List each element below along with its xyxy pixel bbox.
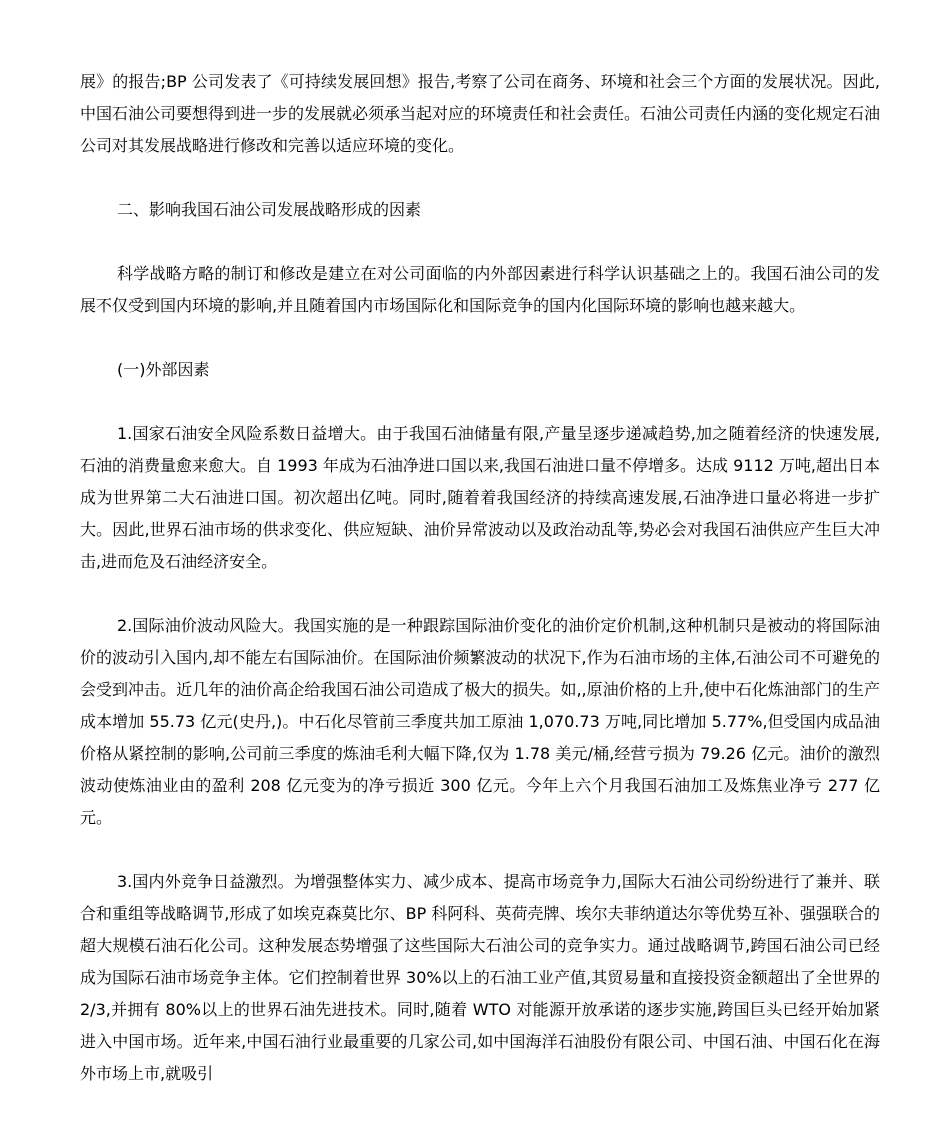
paragraph-item-1: 1.国家石油安全风险系数日益增大。由于我国石油储量有限,产量呈逐步递减趋势,加之随着经济的快速发展,石油的消费量愈来愈大。自 1993 年成为石油净进口国以来,我国石油进口量不停增多。达成 9112 万吨,超出日本成为世界第二大石油进口国。初次超出亿吨。同时,随着着我国经济的持续高速发展,石油净进口量必将进一步扩大。因此,世界石油市场的供求变化、供应短缺、油价异常波动以及政治动乱等,势必会对我国石油供应产生巨大冲击,进而危及石油经济安全。 [80, 424, 880, 571]
paragraph-spacer [80, 226, 880, 258]
document-page [80, 66, 880, 1090]
paragraph-spacer [80, 162, 880, 194]
paragraph-spacer [80, 386, 880, 418]
paragraph-continuation: 展》的报告;BP 公司发表了《可持续发展回想》报告,考察了公司在商务、环境和社会三个方面的发展状况。因此,中国石油公司要想得到进一步的发展就必须承当起对应的环境责任和社会责任。石油公司责任内涵的变化规定石油公司对其发展战略进行修改和完善以适应环境的变化。 [80, 72, 881, 155]
paragraph-item-2: 2.国际油价波动风险大。我国实施的是一种跟踪国际油价变化的油价定价机制,这种机制只是被动的将国际油价的波动引入国内,却不能左右国际油价。在国际油价频繁波动的状况下,作为石油市场的主体,石油公司不可避免的会受到冲击。近几年的油价高企给我国石油公司造成了极大的损失。如,,原油价格的上升,使中石化炼油部门的生产成本增加 55.73 亿元(史丹,)。中石化尽管前三季度共加工原油 1,070.73 万吨,同比增加 5.77%,但受国内成品油价格从紧控制的影响,公司前三季度的炼油毛利大幅下降,仅为 1.78 美元/桶,经营亏损为 79.26 亿元。油价的激烈波动使炼油业由的盈利 208 亿元变为的净亏损近 300 亿元。今年上六个月我国石油加工及炼焦业净亏 277 亿元。 [80, 616, 880, 827]
subsection-heading: (一)外部因素 [117, 360, 210, 379]
paragraph-intro: 科学战略方略的制订和修改是建立在对公司面临的内外部因素进行科学认识基础之上的。我国石油公司的发展不仅受到国内环境的影响,并且随着国内市场国际化和国际竞争的国内化国际环境的影响也越来越大。 [80, 264, 880, 315]
paragraph-spacer [80, 578, 880, 610]
paragraph-spacer [80, 322, 880, 354]
section-heading: 二、影响我国石油公司发展战略形成的因素 [117, 200, 422, 219]
paragraph-spacer [80, 834, 880, 866]
paragraph-item-3: 3.国内外竞争日益激烈。为增强整体实力、减少成本、提高市场竞争力,国际大石油公司纷纷进行了兼并、联合和重组等战略调节,形成了如埃克森莫比尔、BP 科阿科、英荷壳牌、埃尔夫菲纳道达尔等优势互补、强强联合的超大规模石油石化公司。这种发展态势增强了这些国际大石油公司的竞争实力。通过战略调节,跨国石油公司已经成为国际石油市场竞争主体。它们控制着世界 30%以上的石油工业产值,其贸易量和直接投资金额超出了全世界的 2/3,并拥有 80%以上的世界石油先进技术。同时,随着 WTO 对能源开放承诺的逐步实施,跨国巨头已经开始加紧进入中国市场。近年来,中国石油行业最重要的几家公司,如中国海洋石油股份有限公司、中国石油、中国石化在海外市场上市,就吸引 [80, 872, 880, 1083]
